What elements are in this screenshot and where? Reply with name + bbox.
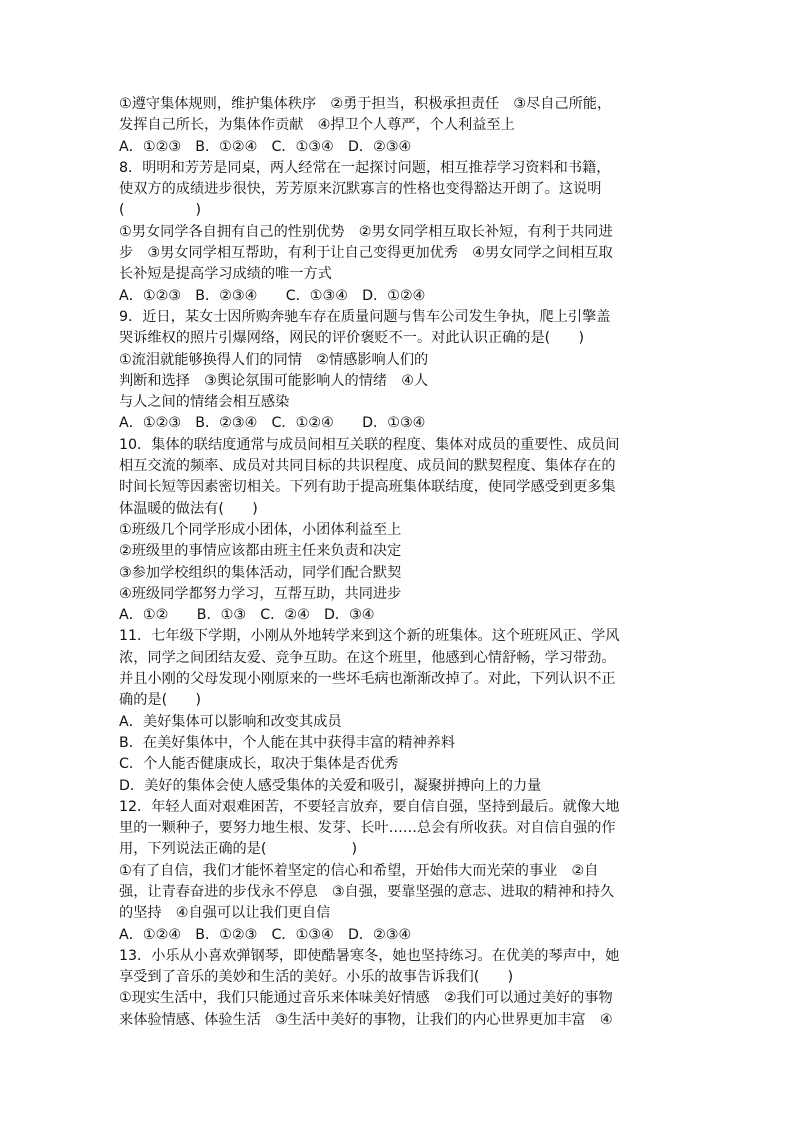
answer-options: A．①②④ B．①②③ C．①③④ D．②③④ <box>119 926 412 943</box>
text-line: ②班级里的事情应该都由班主任来负责和决定 <box>119 543 402 560</box>
text-line: 体温暖的做法有( ) <box>119 500 258 517</box>
text-line: 里的一颗种子，要努力地生根、发芽、长叶……总会有所收获。对自信自强的作 <box>119 820 616 837</box>
text-line: 相互交流的频率、成员对共同目标的共识程度、成员间的默契程度、集体存在的 <box>119 458 616 475</box>
question-9-text: 9．近日，某女士因所购奔驰车存在质量问题与售车公司发生争执，爬上引擎盖 <box>119 308 611 325</box>
text-line: 发挥自己所长，为集体作贡献 ④捍卫个人尊严，个人利益至上 <box>119 117 515 134</box>
text-line: 强，让青春奋进的步伐永不停息 ③自强，要靠坚强的意志、进取的精神和持久 <box>119 883 615 900</box>
question-10-text: 10．集体的联结度通常与成员间相互关联的程度、集体对成员的重要性、成员间 <box>119 436 620 453</box>
answer-option-d: D．美好的集体会使人感受集体的关爱和吸引，凝聚拼搏向上的力量 <box>119 777 542 794</box>
text-line: ①班级几个同学形成小团体，小团体利益至上 <box>119 521 402 538</box>
answer-options: A．①② B．①③ C．②④ D．③④ <box>119 607 375 624</box>
question-11-text: 11．七年级下学期，小刚从外地转学来到这个新的班集体。这个班班风正、学风 <box>119 628 620 645</box>
question-12-text: 12．年轻人面对艰难困苦，不要轻言放弃，要自信自强，坚持到最后。就像大地 <box>119 798 620 815</box>
text-line: 长补短是提高学习成绩的唯一方式 <box>119 266 332 283</box>
answer-option-a: A．美好集体可以影响和改变其成员 <box>119 713 342 730</box>
document-page <box>119 94 681 1031</box>
answer-options: A．①②③ B．②③④ C．①②④ D．①③④ <box>119 415 426 432</box>
question-13-text: 13．小乐从小喜欢弹钢琴，即使酷暑寒冬，她也坚持练习。在优美的琴声中，她 <box>119 947 620 964</box>
text-line: 用，下列说法正确的是( ) <box>119 841 358 858</box>
question-8-text: 8．明明和芳芳是同桌，两人经常在一起探讨问题，相互推荐学习资料和书籍， <box>119 159 611 176</box>
text-line: 时间长短等因素密切相关。下列有助于提高班集体联结度，使同学感受到更多集 <box>119 479 616 496</box>
text-line: 与人之间的情绪会相互感染 <box>119 394 290 411</box>
text-line: ①遵守集体规则，维护集体秩序 ②勇于担当，积极承担责任 ③尽自己所能， <box>119 96 612 112</box>
text-line: ①流泪就能够换得人们的同情 ②情感影响人们的 <box>119 351 429 368</box>
text-line: ①男女同学各自拥有自己的性别优势 ②男女同学相互取长补短，有利于共同进 <box>119 223 613 240</box>
answer-options: A．①②③ B．②③④ C．①③④ D．①②④ <box>119 287 426 304</box>
text-line: ①现实生活中，我们只能通过音乐来体味美好情感 ②我们可以通过美好的事物 <box>119 990 613 1007</box>
text-line: ( ) <box>119 202 202 219</box>
text-line: ④班级同学都努力学习，互帮互助，共同进步 <box>119 585 402 602</box>
text-line: 使双方的成绩进步很快，芳芳原来沉默寡言的性格也变得豁达开朗了。这说明 <box>119 181 602 198</box>
text-line: 并且小刚的父母发现小刚原来的一些坏毛病也渐渐改掉了。对此，下列认识不正 <box>119 671 616 688</box>
text-line: 来体验情感、体验生活 ③生活中美好的事物，让我们的内心世界更加丰富 ④ <box>119 1011 613 1028</box>
answer-options: A．①②③ B．①②④ C．①③④ D．②③④ <box>119 138 412 155</box>
text-line: 的坚持 ④自强可以让我们更自信 <box>119 905 331 922</box>
text-line: 确的是( ) <box>119 692 202 709</box>
answer-option-b: B．在美好集体中，个人能在其中获得丰富的精神养料 <box>119 734 456 751</box>
text-line: 步 ③男女同学相互帮助，有利于让自己变得更加优秀 ④男女同学之间相互取 <box>119 245 613 262</box>
text-line: 享受到了音乐的美妙和生活的美好。小乐的故事告诉我们( ) <box>119 969 514 986</box>
text-line: 判断和选择 ③舆论氛围可能影响人的情绪 ④人 <box>119 372 429 389</box>
text-line: 哭诉维权的照片引爆网络，网民的评价褒贬不一。对此认识正确的是( ) <box>119 330 585 347</box>
text-line: ①有了自信，我们才能怀着坚定的信心和希望，开始伟大而光荣的事业 ②自 <box>119 862 599 879</box>
text-line: ③参加学校组织的集体活动，同学们配合默契 <box>119 564 402 581</box>
answer-option-c: C．个人能否健康成长，取决于集体是否优秀 <box>119 756 399 773</box>
text-line: 浓，同学之间团结友爱、竞争互助。在这个班里，他感到心情舒畅，学习带劲。 <box>119 649 616 666</box>
